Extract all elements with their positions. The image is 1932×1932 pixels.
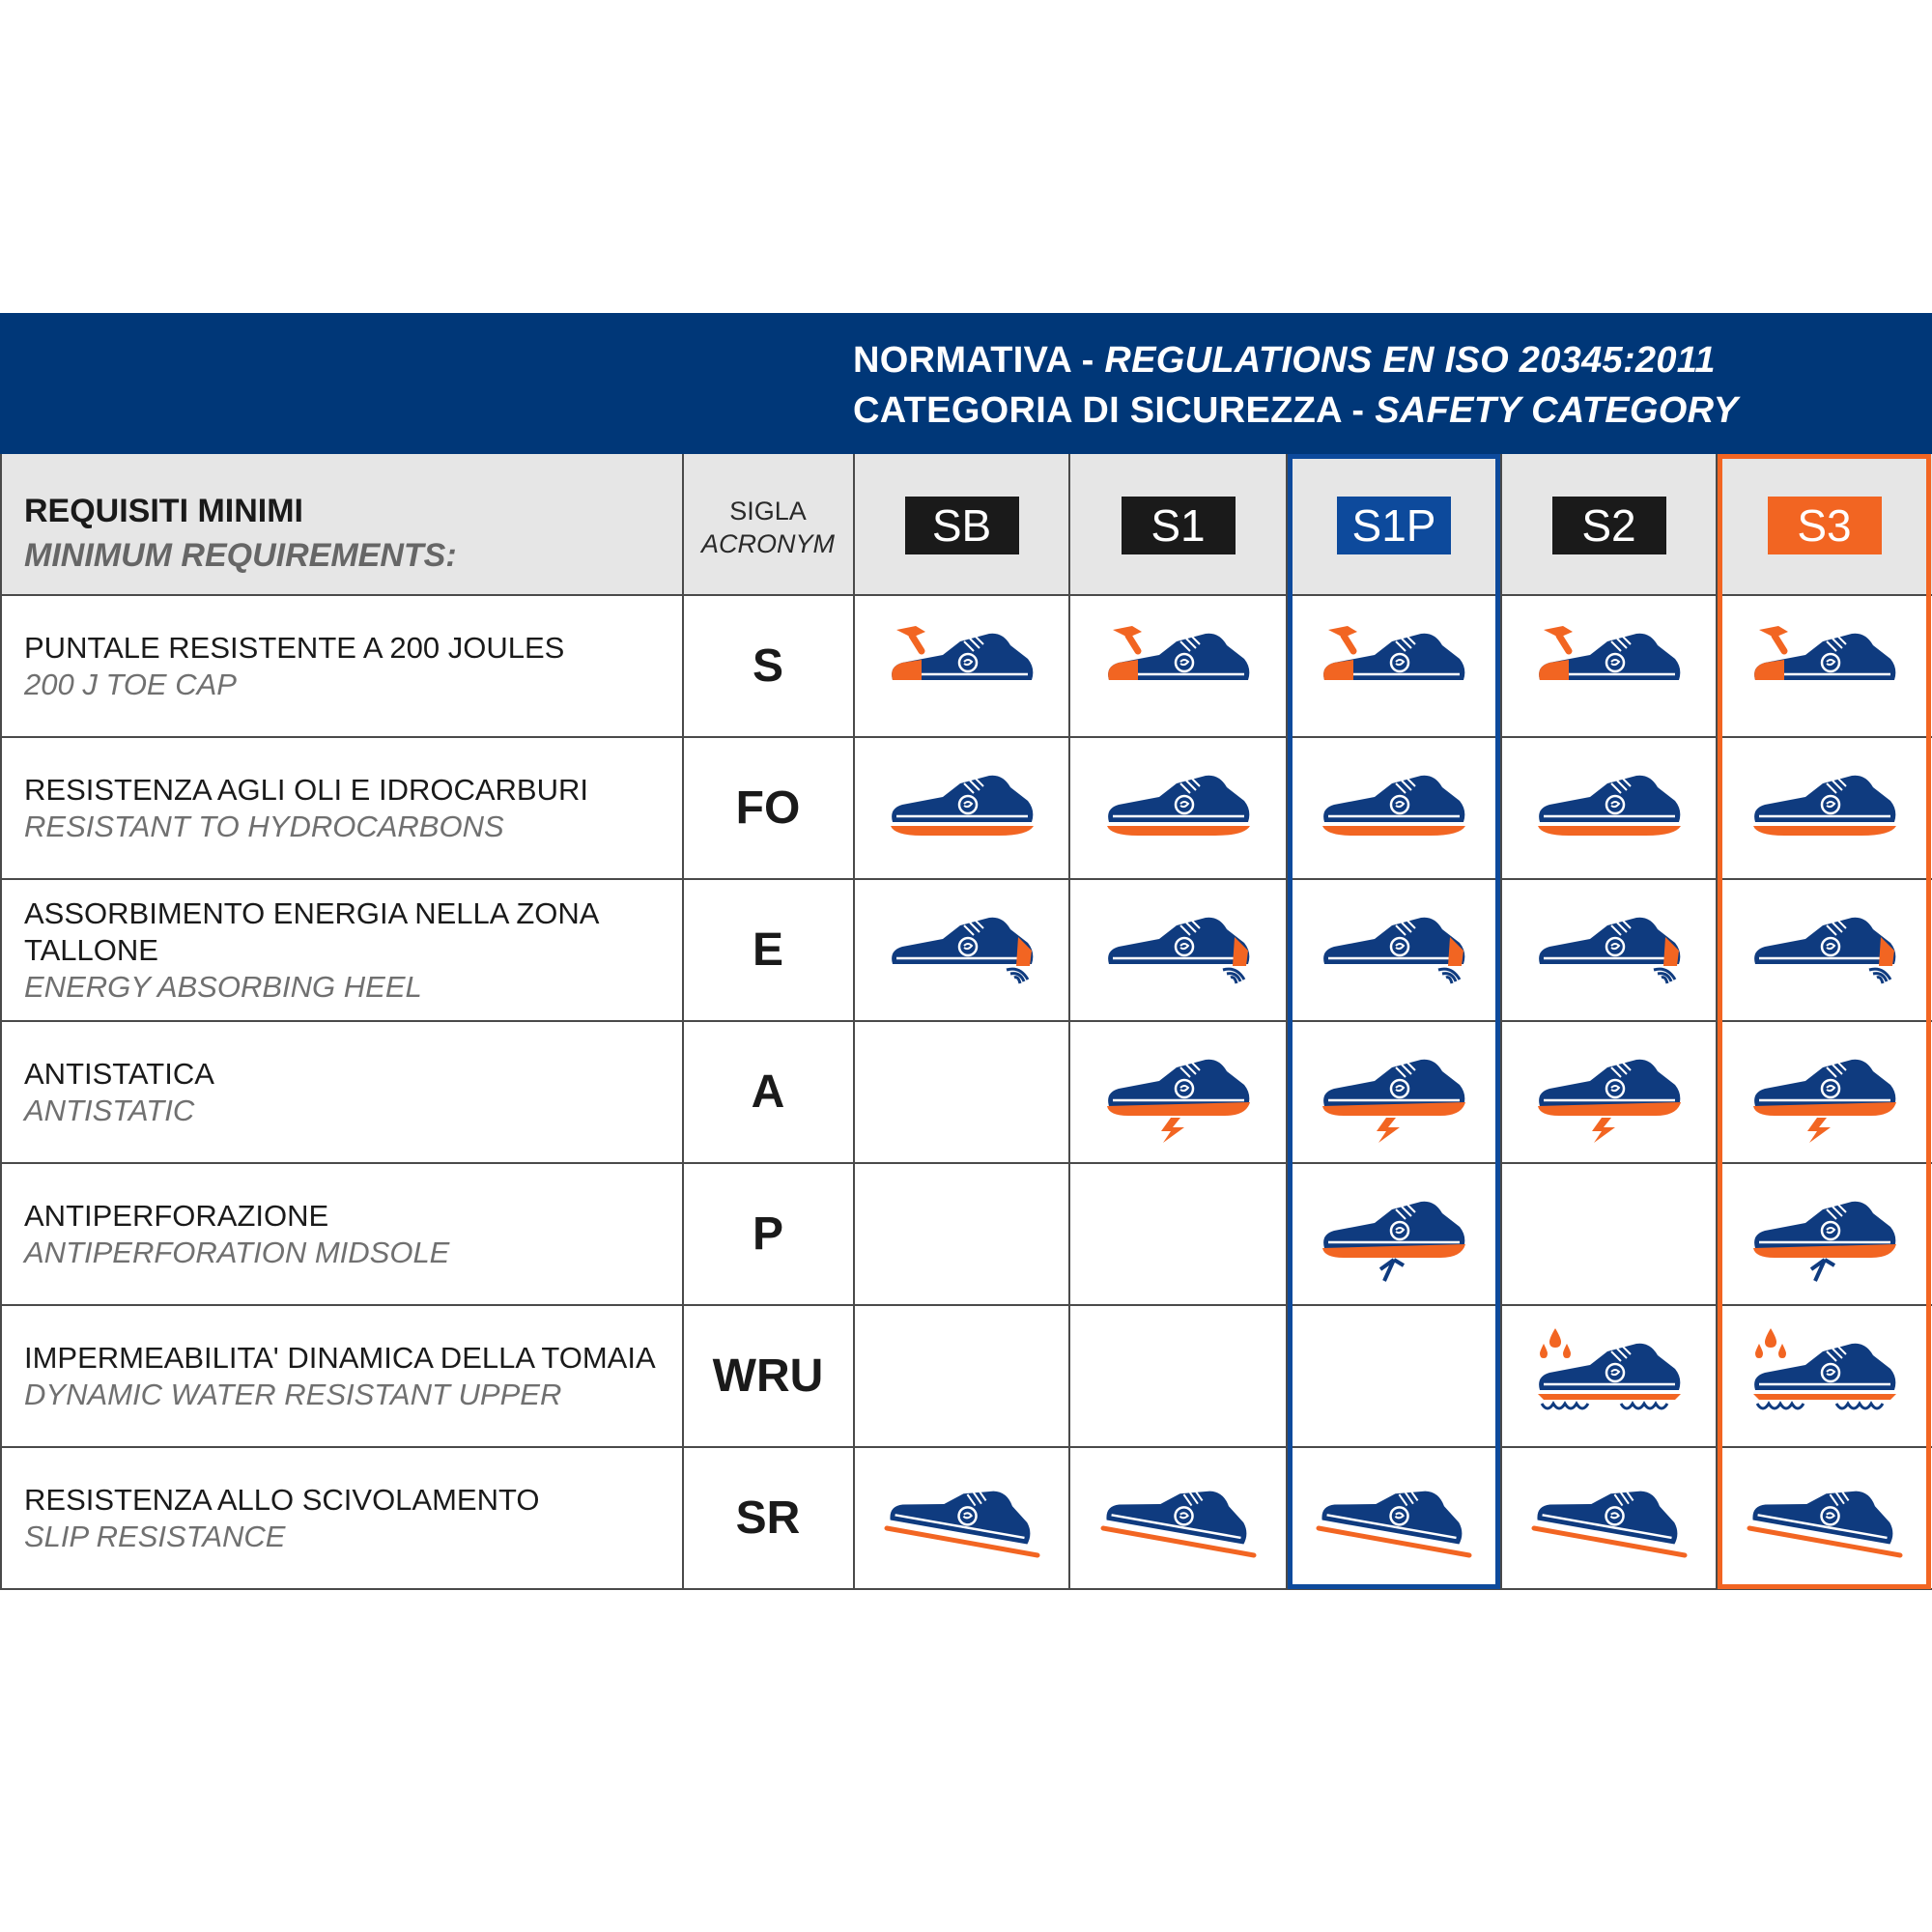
toe-cap-icon [1315,612,1479,705]
requirement-italian: PUNTALE RESISTENTE A 200 JOULES [24,631,565,665]
hydrocarbon-sole-icon [883,754,1047,847]
antiperforation-icon [1746,1180,1910,1273]
table-row [0,1305,1932,1447]
energy-heel-icon [883,896,1047,989]
column-divider [1286,454,1288,1589]
table-header-row [0,454,1932,595]
requirements-subheading: MINIMUM REQUIREMENTS: [24,537,457,574]
requirement-label [24,1482,539,1555]
column-divider [1068,454,1070,1589]
row-divider [0,736,1932,738]
toe-cap-icon [1530,612,1694,705]
hydrocarbon-sole-icon [1315,754,1479,847]
requirement-label [24,772,588,845]
requirement-english: 200 J TOE CAP [24,668,237,701]
requirement-acronym: A [751,1066,785,1118]
table-row [0,595,1932,737]
requirement-english: ANTIPERFORATION MIDSOLE [24,1236,450,1269]
water-resistant-icon [1746,1322,1910,1415]
safety-table [0,454,1932,1589]
hydrocarbon-sole-icon [1099,754,1264,847]
column-divider [682,454,684,1589]
row-divider [0,1162,1932,1164]
requirement-english: ANTISTATIC [24,1094,195,1127]
hydrocarbon-sole-icon [1746,754,1910,847]
antistatic-icon [1746,1038,1910,1131]
requirement-acronym: SR [735,1492,801,1544]
slip-resistance-icon [883,1464,1047,1557]
row-divider [0,1304,1932,1306]
antistatic-icon [1315,1038,1479,1131]
requirement-english: RESISTANT TO HYDROCARBONS [24,810,504,843]
slip-resistance-icon [1746,1464,1910,1557]
acronym-subheading: ACRONYM [700,529,835,558]
category-badge-s2: S2 [1552,497,1666,554]
regulation-title: NORMATIVA - REGULATIONS EN ISO 20345:2011 [853,340,1716,381]
energy-heel-icon [1315,896,1479,989]
antiperforation-icon [1315,1180,1479,1273]
requirement-italian: ANTISTATICA [24,1057,214,1091]
requirement-label [24,895,599,1006]
requirements-heading: REQUISITI MINIMI [24,493,303,529]
hydrocarbon-sole-icon [1530,754,1694,847]
requirement-english: SLIP RESISTANCE [24,1520,286,1553]
category-badge-s3: S3 [1768,497,1882,554]
slip-resistance-icon [1530,1464,1694,1557]
column-divider [1716,454,1718,1589]
row-divider [0,1020,1932,1022]
antistatic-icon [1530,1038,1694,1131]
slip-resistance-icon [1315,1464,1479,1557]
row-divider [0,1588,1932,1590]
toe-cap-icon [1746,612,1910,705]
requirement-label [24,1056,214,1129]
requirement-label [24,1340,656,1413]
requirement-english: DYNAMIC WATER RESISTANT UPPER [24,1378,562,1411]
requirement-english: ENERGY ABSORBING HEEL [24,970,422,1004]
requirement-acronym: S [752,640,783,692]
column-divider [1500,454,1502,1589]
column-divider [853,454,855,1589]
energy-heel-icon [1099,896,1264,989]
table-row [0,1447,1932,1589]
requirement-acronym: FO [735,782,801,834]
requirement-italian: RESISTENZA ALLO SCIVOLAMENTO [24,1483,540,1517]
requirement-italian: ASSORBIMENTO ENERGIA NELLA ZONA [24,896,600,930]
toe-cap-icon [883,612,1047,705]
table-row [0,1021,1932,1163]
antistatic-icon [1099,1038,1264,1131]
table-row [0,879,1932,1021]
table-row [0,737,1932,879]
requirement-label [24,630,564,703]
toe-cap-icon [1099,612,1264,705]
table-row [0,1163,1932,1305]
requirement-italian: RESISTENZA AGLI OLI E IDROCARBURI [24,773,588,807]
water-resistant-icon [1530,1322,1694,1415]
safety-category-title: CATEGORIA DI SICUREZZA - SAFETY CATEGORY [853,390,1739,431]
category-badge-s1p: S1P [1337,497,1451,554]
requirement-label [24,1198,449,1271]
requirement-italian: TALLONE [24,933,158,967]
row-divider [0,1446,1932,1448]
requirement-acronym: WRU [712,1350,824,1402]
energy-heel-icon [1530,896,1694,989]
requirement-acronym: P [752,1208,783,1260]
requirement-acronym: E [752,924,783,976]
category-badge-sb: SB [905,497,1019,554]
slip-resistance-icon [1099,1464,1264,1557]
acronym-heading: SIGLA [729,497,807,526]
category-badge-s1: S1 [1122,497,1236,554]
requirement-italian: IMPERMEABILITA' DINAMICA DELLA TOMAIA [24,1341,656,1375]
energy-heel-icon [1746,896,1910,989]
row-divider [0,594,1932,596]
requirement-italian: ANTIPERFORAZIONE [24,1199,329,1233]
column-divider [0,454,2,1589]
row-divider [0,878,1932,880]
header-banner [0,313,1932,454]
